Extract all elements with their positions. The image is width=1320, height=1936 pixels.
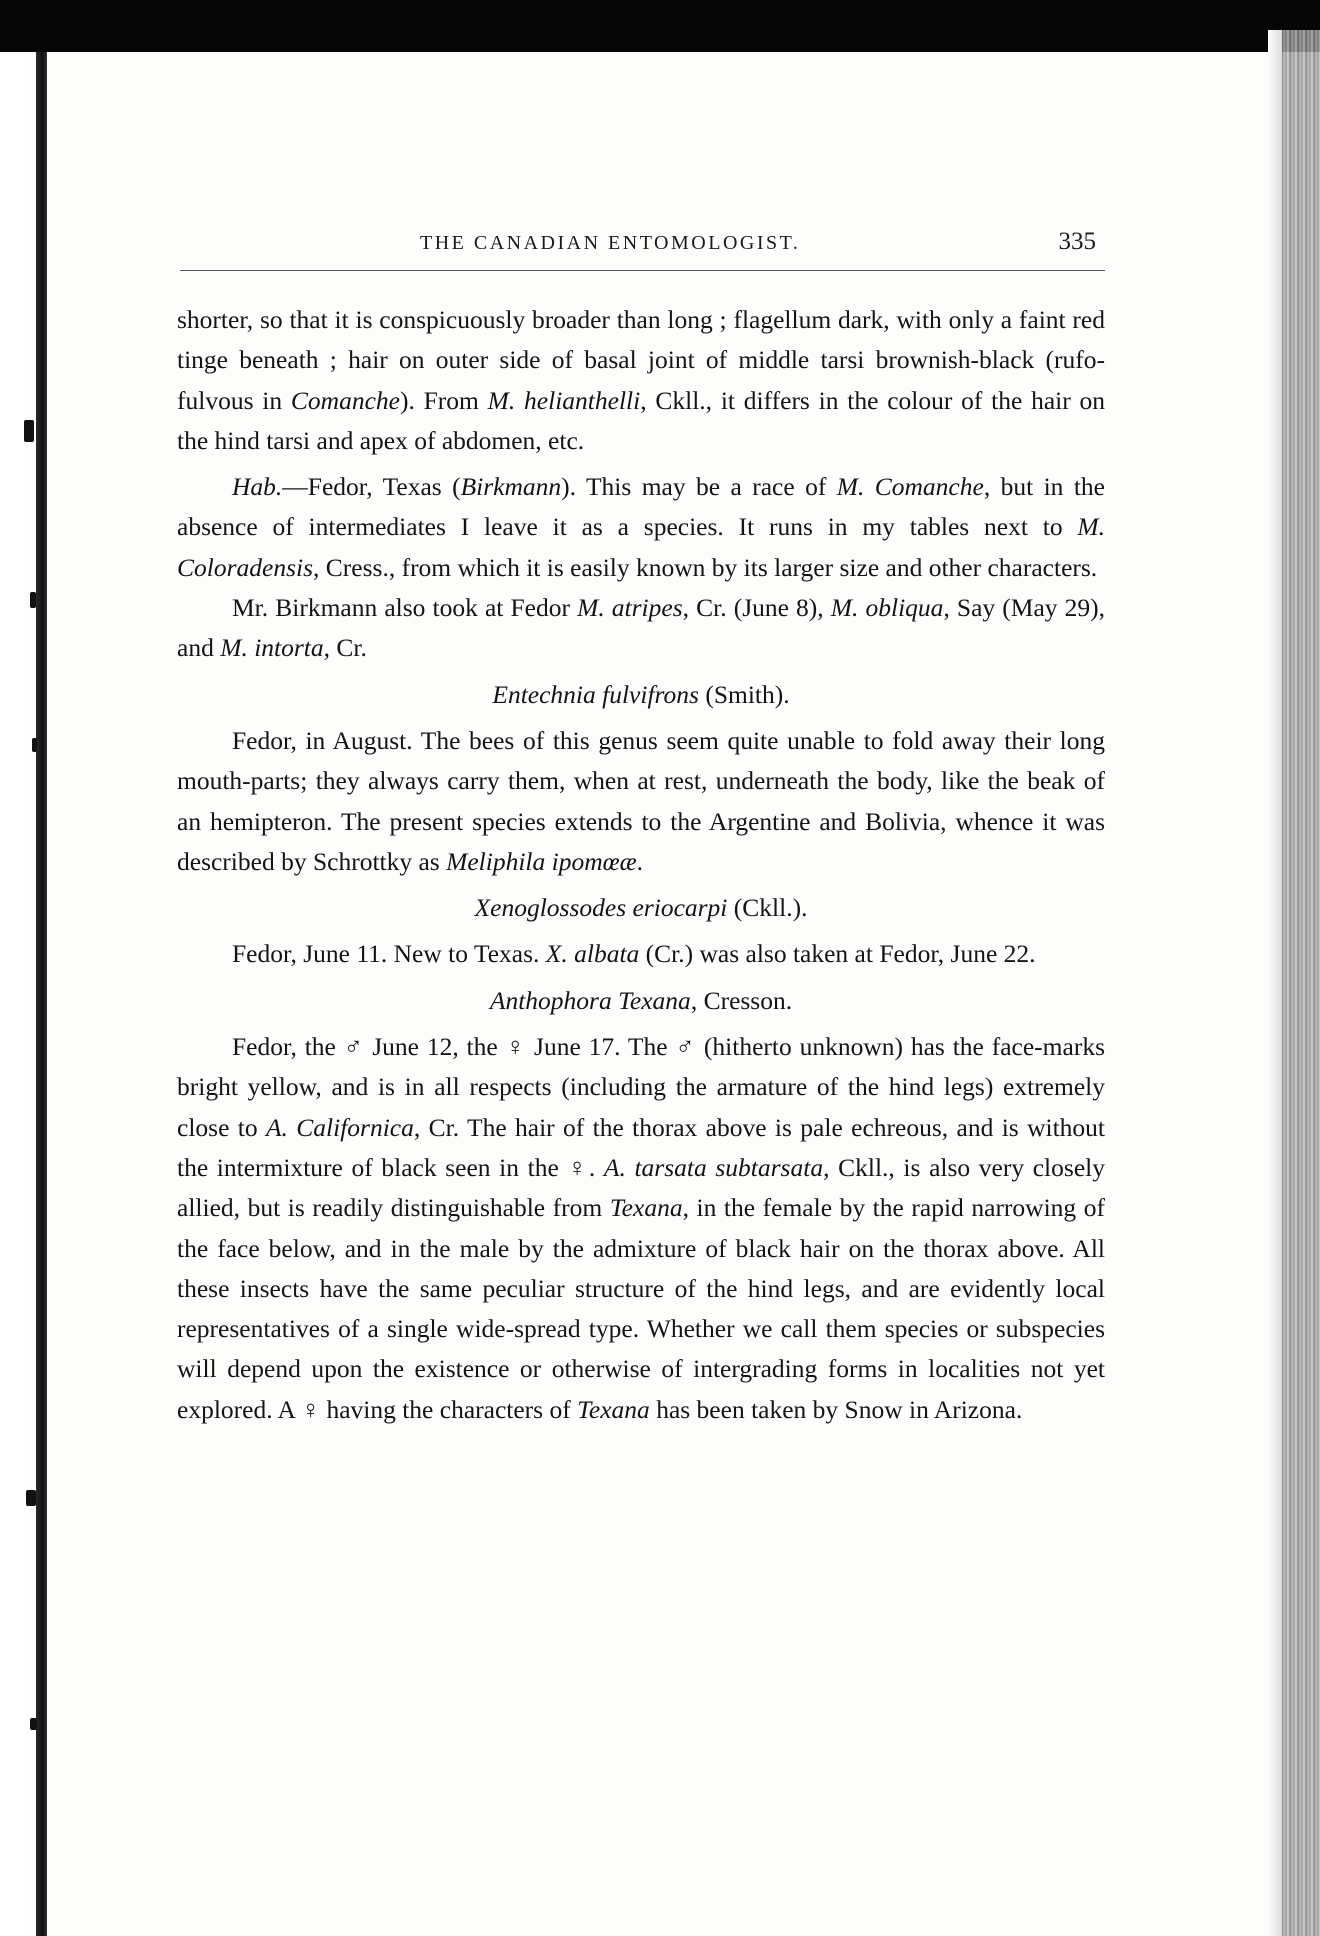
paragraph: Hab.—Fedor, Texas (Birkmann). This may be a race of M. Comanche, but in the absence of intermediates I leave it as a species. It runs in my tables next to M. Coloradensis, Cress., from which it is easily known by its larger size and other characters. bbox=[177, 472, 1105, 582]
paragraph: shorter, so that it is conspicuously broader than long ; flagellum dark, with only a faint red tinge beneath ; hair on outer side of basal joint of middle tarsi brownish-black (rufo-fulvous in Comanche). From M. helianthelli, Ckll., it differs in the colour of the hair on the hind tarsi and apex of abdomen, etc. bbox=[177, 305, 1105, 455]
binding-mark bbox=[30, 1718, 37, 1730]
species-heading: Anthophora Texana, Cresson. bbox=[489, 985, 793, 1015]
paragraph: Fedor, June 11. New to Texas. X. albata (Cr.) was also taken at Fedor, June 22. bbox=[232, 939, 1036, 969]
header-rule bbox=[180, 270, 1105, 271]
binding-mark bbox=[24, 420, 34, 442]
running-head bbox=[180, 228, 1110, 264]
journal-title: THE CANADIAN ENTOMOLOGIST. bbox=[420, 232, 801, 254]
paragraph: Fedor, in August. The bees of this genus seem quite unable to fold away their long mouth-parts; they always carry them, when at rest, underneath the body, like the beak of an hemipteron. The present species extends to the Argentine and Bolivia, whence it was described by Schrottky as Meliphila ipomœæ. bbox=[177, 725, 1105, 876]
paragraph: Fedor, the ♂ June 12, the ♀ June 17. The ♂ (hitherto unknown) has the face-marks bright yellow, and is in all respects (including the armature of the hind legs) extremely close to A. Californica, Cr. The hair of the thorax above is pale echreous, and is without the intermixture of black seen in the ♀. A. tarsata subtarsata, Ckll., is also very closely allied, but is readily distinguishable from Texana, in the female by the rapid narrowing of the face below, and in the male by the admixture of black hair on the thorax above. All these insects have the same peculiar structure of the hind legs, and are evidently local representatives of a single wide-spread type. Whether we call them species or subspecies will depend upon the existence or otherwise of intergrading forms in localities not yet explored. A ♀ having the characters of Texana has been taken by Snow in Arizona. bbox=[177, 1032, 1105, 1424]
species-heading: Entechnia fulvifrons (Smith). bbox=[492, 679, 790, 709]
body-text bbox=[177, 300, 1105, 1430]
book-fore-edge bbox=[1282, 30, 1320, 1936]
page-edge-shadow bbox=[1268, 30, 1282, 1936]
page-number: 335 bbox=[1058, 228, 1096, 255]
scan-top-border bbox=[0, 0, 1320, 52]
binding-mark bbox=[30, 592, 36, 608]
binding-gutter bbox=[36, 52, 47, 1936]
species-heading: Xenoglossodes eriocarpi (Ckll.). bbox=[474, 893, 808, 923]
facing-page-edge bbox=[0, 52, 26, 1936]
binding-mark bbox=[32, 738, 37, 752]
paragraph: Mr. Birkmann also took at Fedor M. atripes, Cr. (June 8), M. obliqua, Say (May 29), and M. intorta, Cr. bbox=[177, 593, 1105, 663]
binding-mark bbox=[26, 1490, 36, 1506]
